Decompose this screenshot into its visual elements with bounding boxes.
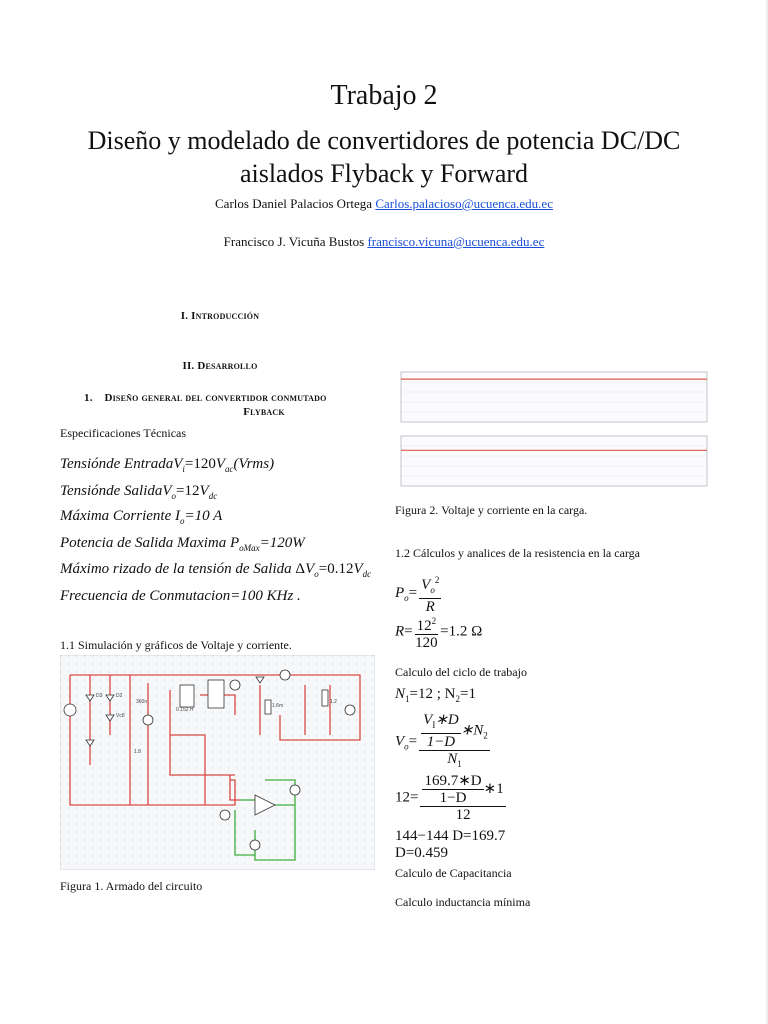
equation-d: D=0.459: [395, 845, 449, 861]
circuit-schematic: [60, 655, 375, 870]
author-1-email[interactable]: Carlos.palacioso@ucuenca.edu.ec: [375, 196, 553, 211]
label-360n: 360n: [136, 699, 148, 705]
paper-title: Trabajo 2: [330, 80, 438, 111]
voltmeter-1: [143, 715, 153, 725]
label-16m: 1.6m: [272, 703, 284, 709]
author-1-name: Carlos Daniel Palacios Ortega: [215, 196, 373, 211]
label-12: 1.2: [330, 699, 337, 705]
section-introduccion: I. Introducción: [180, 310, 260, 322]
spec-heading: Especificaciones Técnicas: [60, 426, 187, 440]
section-desarrollo: II. Desarrollo: [182, 360, 258, 372]
chart-panels: [401, 372, 707, 486]
equation-144: 144−144 D=169.7: [395, 828, 506, 844]
subsection-1-number: 1.: [84, 392, 93, 404]
probe: [290, 785, 300, 795]
equation-n: $N_1=12$ ; $N_2=1$: [395, 686, 476, 704]
label-18: 1.8: [134, 749, 141, 755]
equation-12: 12= $\frac{169.7∗D}{1-D}$ ∗1 12: [395, 773, 504, 823]
capacitor: [265, 700, 271, 714]
equation-po: $P_o=$ $\frac{V_o^2}{R}$: [395, 572, 443, 615]
subsection-1: [84, 391, 384, 419]
section-1-2-heading: 1.2 Cálculos y analices de la resistencia en la carga: [395, 546, 641, 560]
source-2: [220, 810, 230, 820]
label-d3: D3: [96, 693, 103, 699]
chart-panel-2: [401, 436, 707, 486]
load-resistor: [322, 690, 328, 706]
equation-vo: $V_o=$ $\frac{V_I∗D}{1-D}$ $∗N_2$ $N_1$: [395, 712, 488, 769]
voltmeter-3: [345, 705, 355, 715]
subtitle-line-1: Diseño y modelado de convertidores de potencia DC/DC: [87, 126, 681, 155]
inductor: [180, 685, 194, 707]
label-d2: D2: [116, 693, 123, 699]
ac-source: [64, 704, 76, 716]
ammeter: [280, 670, 290, 680]
subsection-1-line-2: Flyback: [243, 406, 285, 418]
author-1: [0, 196, 768, 212]
spec-switching-frequency: Frecuencia de Conmutacion=100 KHz .: [60, 588, 301, 604]
subtitle-line-2: aislados Flyback y Forward: [239, 159, 529, 188]
min-inductance-heading: Calculo inductancia mínima: [395, 895, 531, 909]
spec-input-voltage: Tensiónde $EntradaV_i=120V_{ac}(Vrms)$: [60, 456, 275, 474]
author-2-email[interactable]: francisco.vicuna@ucuenca.edu.ec: [367, 234, 545, 249]
equation-r: R= $\frac{12^2}{120}$ =1.2 Ω: [395, 613, 482, 651]
label-vc8: Vc8: [116, 713, 125, 719]
voltmeter-2: [230, 680, 240, 690]
source-3: [250, 840, 260, 850]
author-2-name: Francisco J. Vicuña Bustos: [223, 234, 365, 249]
label-0152h: 0.152 H: [176, 707, 194, 713]
spec-max-power: Potencia de Salida Maxima $P_{oMax}=120W$: [60, 535, 305, 553]
spec-ripple: Máximo rizado de la tensión de Salida $\Delta V_o=0.12V_{dc}$: [60, 561, 372, 579]
spec-output-voltage: Tensiónde $SalidaV_o=12V_{dc}$: [60, 483, 218, 501]
figure-1-caption: Figura 1. Armado del circuito: [60, 879, 203, 893]
load-chart: [395, 362, 713, 497]
simulation-heading: 1.1 Simulación y gráficos de Voltaje y corriente.: [60, 638, 292, 652]
subsection-1-line-1: Diseño general del convertidor conmutado: [104, 392, 327, 404]
capacitance-heading: Calculo de Capacitancia: [395, 866, 512, 880]
duty-cycle-heading: Calculo del ciclo de trabajo: [395, 665, 527, 679]
author-2: [0, 234, 768, 250]
paper-subtitle: [0, 124, 768, 190]
transformer: [208, 680, 224, 708]
figure-2-caption: Figura 2. Voltaje y corriente en la carga.: [395, 503, 588, 517]
spec-max-current: Máxima Corriente $I_o=10$ A: [60, 508, 223, 526]
